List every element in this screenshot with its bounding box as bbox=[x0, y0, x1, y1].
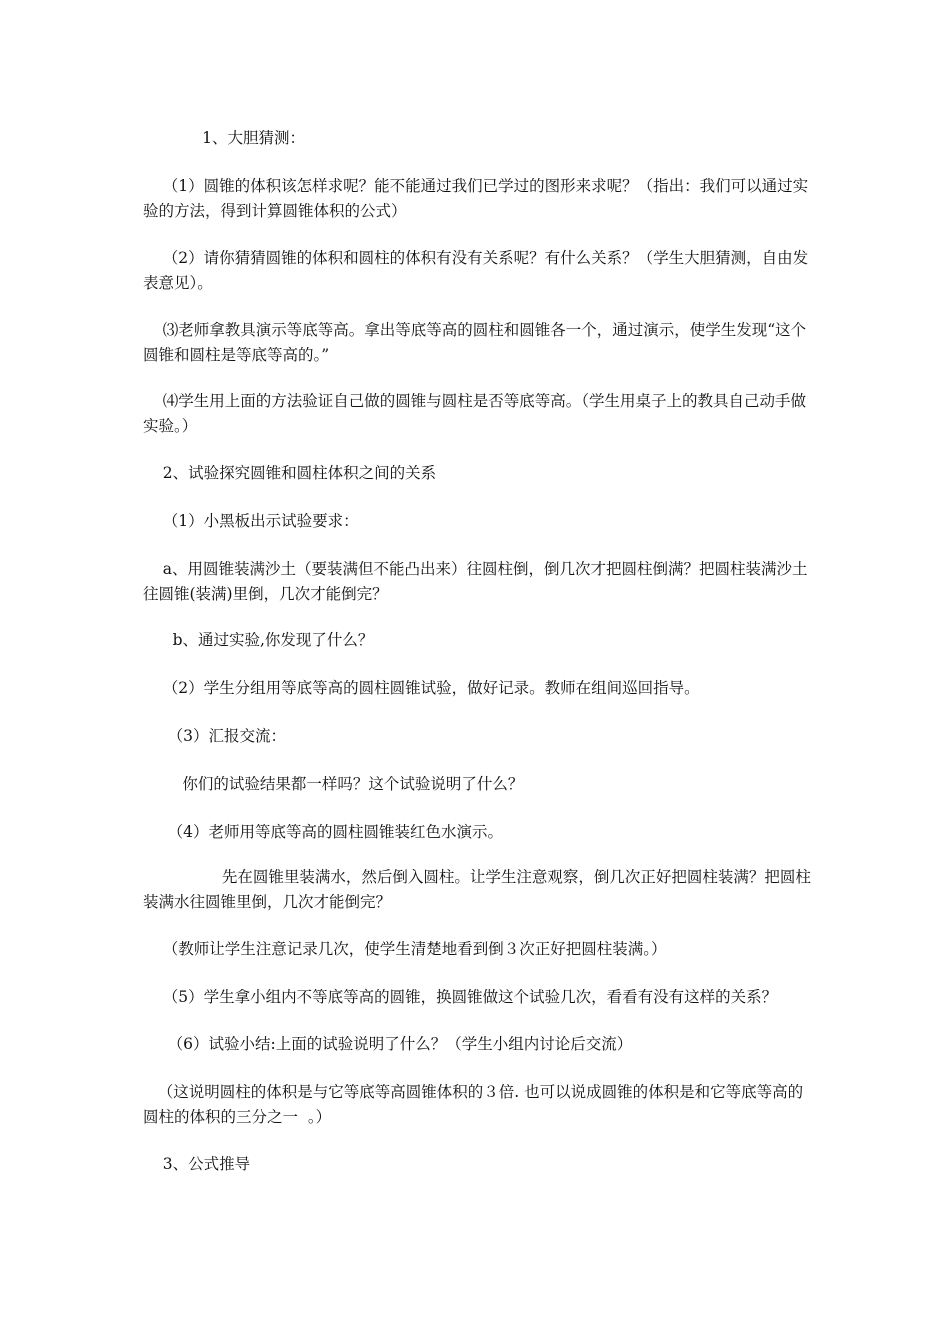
paragraph-2-4: （4）老师用等底等高的圆柱圆锥装红色水演示。 bbox=[143, 823, 504, 841]
heading-1-bold-guess: 1、大胆猜测： bbox=[143, 129, 305, 147]
heading-3-formula: 3、公式推导 bbox=[143, 1155, 251, 1173]
paragraph-2-4-detail: 先在圆锥里装满水，然后倒入圆柱。让学生注意观察，倒几次正好把圆柱装满？把圆柱装满水往圆锥里倒，几次才能倒完？ bbox=[143, 868, 811, 911]
paragraph-1-3: ⑶老师拿教具演示等底等高。拿出等底等高的圆柱和圆锥各一个，通过演示，使学生发现“这个圆锥和圆柱是等底等高的。” bbox=[143, 321, 807, 364]
paragraph-1-1: （1）圆锥的体积该怎样求呢？能不能通过我们已学过的图形来求呢？（指出：我们可以通过实验的方法，得到计算圆锥体积的公式） bbox=[143, 177, 809, 220]
paragraph-2-4-note: （教师让学生注意记录几次，使学生清楚地看到倒３次正好把圆柱装满。） bbox=[143, 940, 667, 958]
paragraph-2-6-conclusion: （这说明圆柱的体积是与它等底等高圆锥体积的３倍. 也可以说成圆锥的体积是和它等底等高的圆柱的体积的三分之一 。） bbox=[143, 1083, 804, 1126]
heading-2-experiment: 2、试验探究圆锥和圆柱体积之间的关系 bbox=[143, 464, 437, 482]
paragraph-1-4: ⑷学生用上面的方法验证自己做的圆锥与圆柱是否等底等高。（学生用桌子上的教具自己动手做实验。） bbox=[143, 392, 806, 435]
paragraph-2-3-question: 你们的试验结果都一样吗？这个试验说明了什么？ bbox=[143, 775, 524, 793]
paragraph-2-5: （5）学生拿小组内不等底等高的圆锥，换圆锥做这个试验几次，看看有没有这样的关系？ bbox=[143, 988, 778, 1006]
paragraph-2-2: （2）学生分组用等底等高的圆柱圆锥试验，做好记录。教师在组间巡回指导。 bbox=[143, 679, 700, 697]
paragraph-2-1: （1）小黑板出示试验要求： bbox=[143, 512, 359, 530]
paragraph-2-1-a: a、用圆锥装满沙土（要装满但不能凸出来）往圆柱倒，倒几次才把圆柱倒满？把圆柱装满沙土往圆锥(装满)里倒，几次才能倒完？ bbox=[143, 560, 808, 603]
paragraph-2-6: （6）试验小结:上面的试验说明了什么？（学生小组内讨论后交流） bbox=[143, 1035, 633, 1053]
paragraph-2-3: （3）汇报交流： bbox=[143, 727, 287, 745]
paragraph-2-1-b: b、通过实验,你发现了什么？ bbox=[143, 631, 374, 649]
paragraph-1-2: （2）请你猜猜圆锥的体积和圆柱的体积有没有关系呢？有什么关系？（学生大胆猜测，自由发表意见）。 bbox=[143, 249, 809, 292]
